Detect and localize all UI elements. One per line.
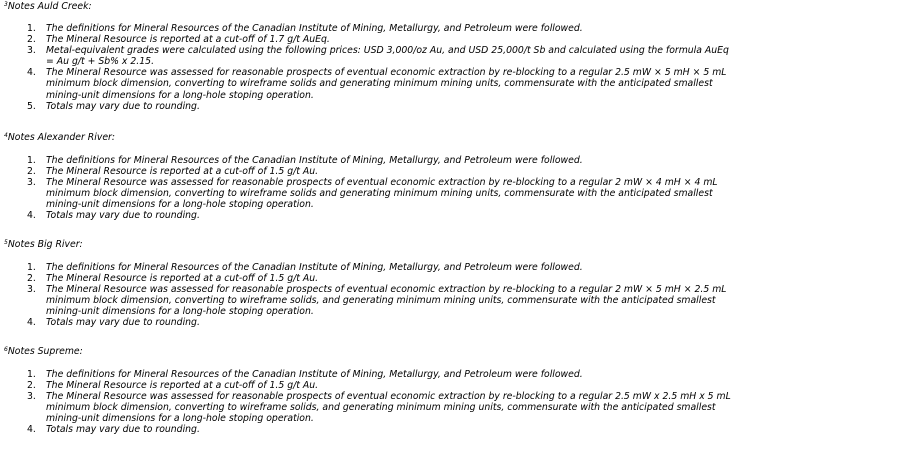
notes-list-auld-creek [0,23,736,112]
footnote-ref: 3 [4,1,8,8]
notes-list-supreme [0,369,736,436]
list-item: The Mineral Resource is reported at a cut-off of 1.7 g/t AuEq. [46,34,330,46]
footnote-ref: 6 [4,346,8,353]
section-title: Notes Big River: [7,239,83,250]
section-heading-alexander-river [4,132,115,143]
section-title: Notes Supreme: [7,346,83,357]
list-item: Totals may vary due to rounding. [46,100,200,112]
list-item: The definitions for Mineral Resources of the Canadian Institute of Mining, Metallurgy, and Petroleum were followed. [46,262,583,273]
list-item: The definitions for Mineral Resources of the Canadian Institute of Mining, Metallurgy, and Petroleum were followed. [46,155,583,166]
footnote-ref: 4 [4,132,8,139]
list-item: The Mineral Resource was assessed for reasonable prospects of eventual economic extraction by re-blocking to a regular 2.5 mW x 2.5 mH x 5 mL minimum block dimension, converting to wireframe solids, and generating minimum mining units, commensurate with the anticipated smallest mining-unit dimensions for a long-hole stoping operation. [46,391,731,425]
list-item: Totals may vary due to rounding. [46,210,200,222]
notes-list-alexander-river [0,155,736,222]
section-title: Notes Auld Creek: [7,1,92,12]
list-item: The Mineral Resource is reported at a cut-off of 1.5 g/t Au. [46,273,319,285]
list-item: Totals may vary due to rounding. [46,317,200,329]
section-heading-big-river [4,239,83,250]
section-heading-supreme [4,346,83,357]
list-item: The Mineral Resource was assessed for reasonable prospects of eventual economic extraction by re-blocking to a regular 2 mW × 5 mH × 2.5 mL minimum block dimension, converting to wireframe solids, and generating minimum mining units, commensurate with the anticipated smallest mining-unit dimensions for a long-hole stoping operation. [46,284,727,318]
notes-list-big-river [0,262,736,329]
footnote-ref: 5 [4,239,8,246]
list-item: The Mineral Resource was assessed for reasonable prospects of eventual economic extraction by re-blocking to a regular 2 mW × 4 mH × 4 mL minimum block dimension, converting to wireframe solids and generating minimum mining units, commensurate with the anticipated smallest mining-unit dimensions for a long-hole stoping operation. [46,177,718,211]
list-item: The Mineral Resource was assessed for reasonable prospects of eventual economic extraction by re-blocking to a regular 2.5 mW × 5 mH × 5 mL minimum block dimension, converting to wireframe solids and generating minimum mining units, commensurate with the anticipated smallest mining-unit dimensions for a long-hole stoping operation. [46,67,727,101]
section-title: Notes Alexander River: [7,132,116,143]
list-item: The definitions for Mineral Resources of the Canadian Institute of Mining, Metallurgy, and Petroleum were followed. [46,23,583,34]
list-item: The Mineral Resource is reported at a cut-off of 1.5 g/t Au. [46,380,319,392]
list-item: The Mineral Resource is reported at a cut-off of 1.5 g/t Au. [46,166,319,178]
list-item: The definitions for Mineral Resources of the Canadian Institute of Mining, Metallurgy, and Petroleum were followed. [46,369,583,380]
section-heading-auld-creek [4,1,92,12]
list-item: Metal-equivalent grades were calculated using the following prices: USD 3,000/oz Au, and USD 25,000/t Sb and calculated using the formula AuEq = Au g/t + Sb% x 2.15. [46,45,729,68]
list-item: Totals may vary due to rounding. [46,424,200,436]
